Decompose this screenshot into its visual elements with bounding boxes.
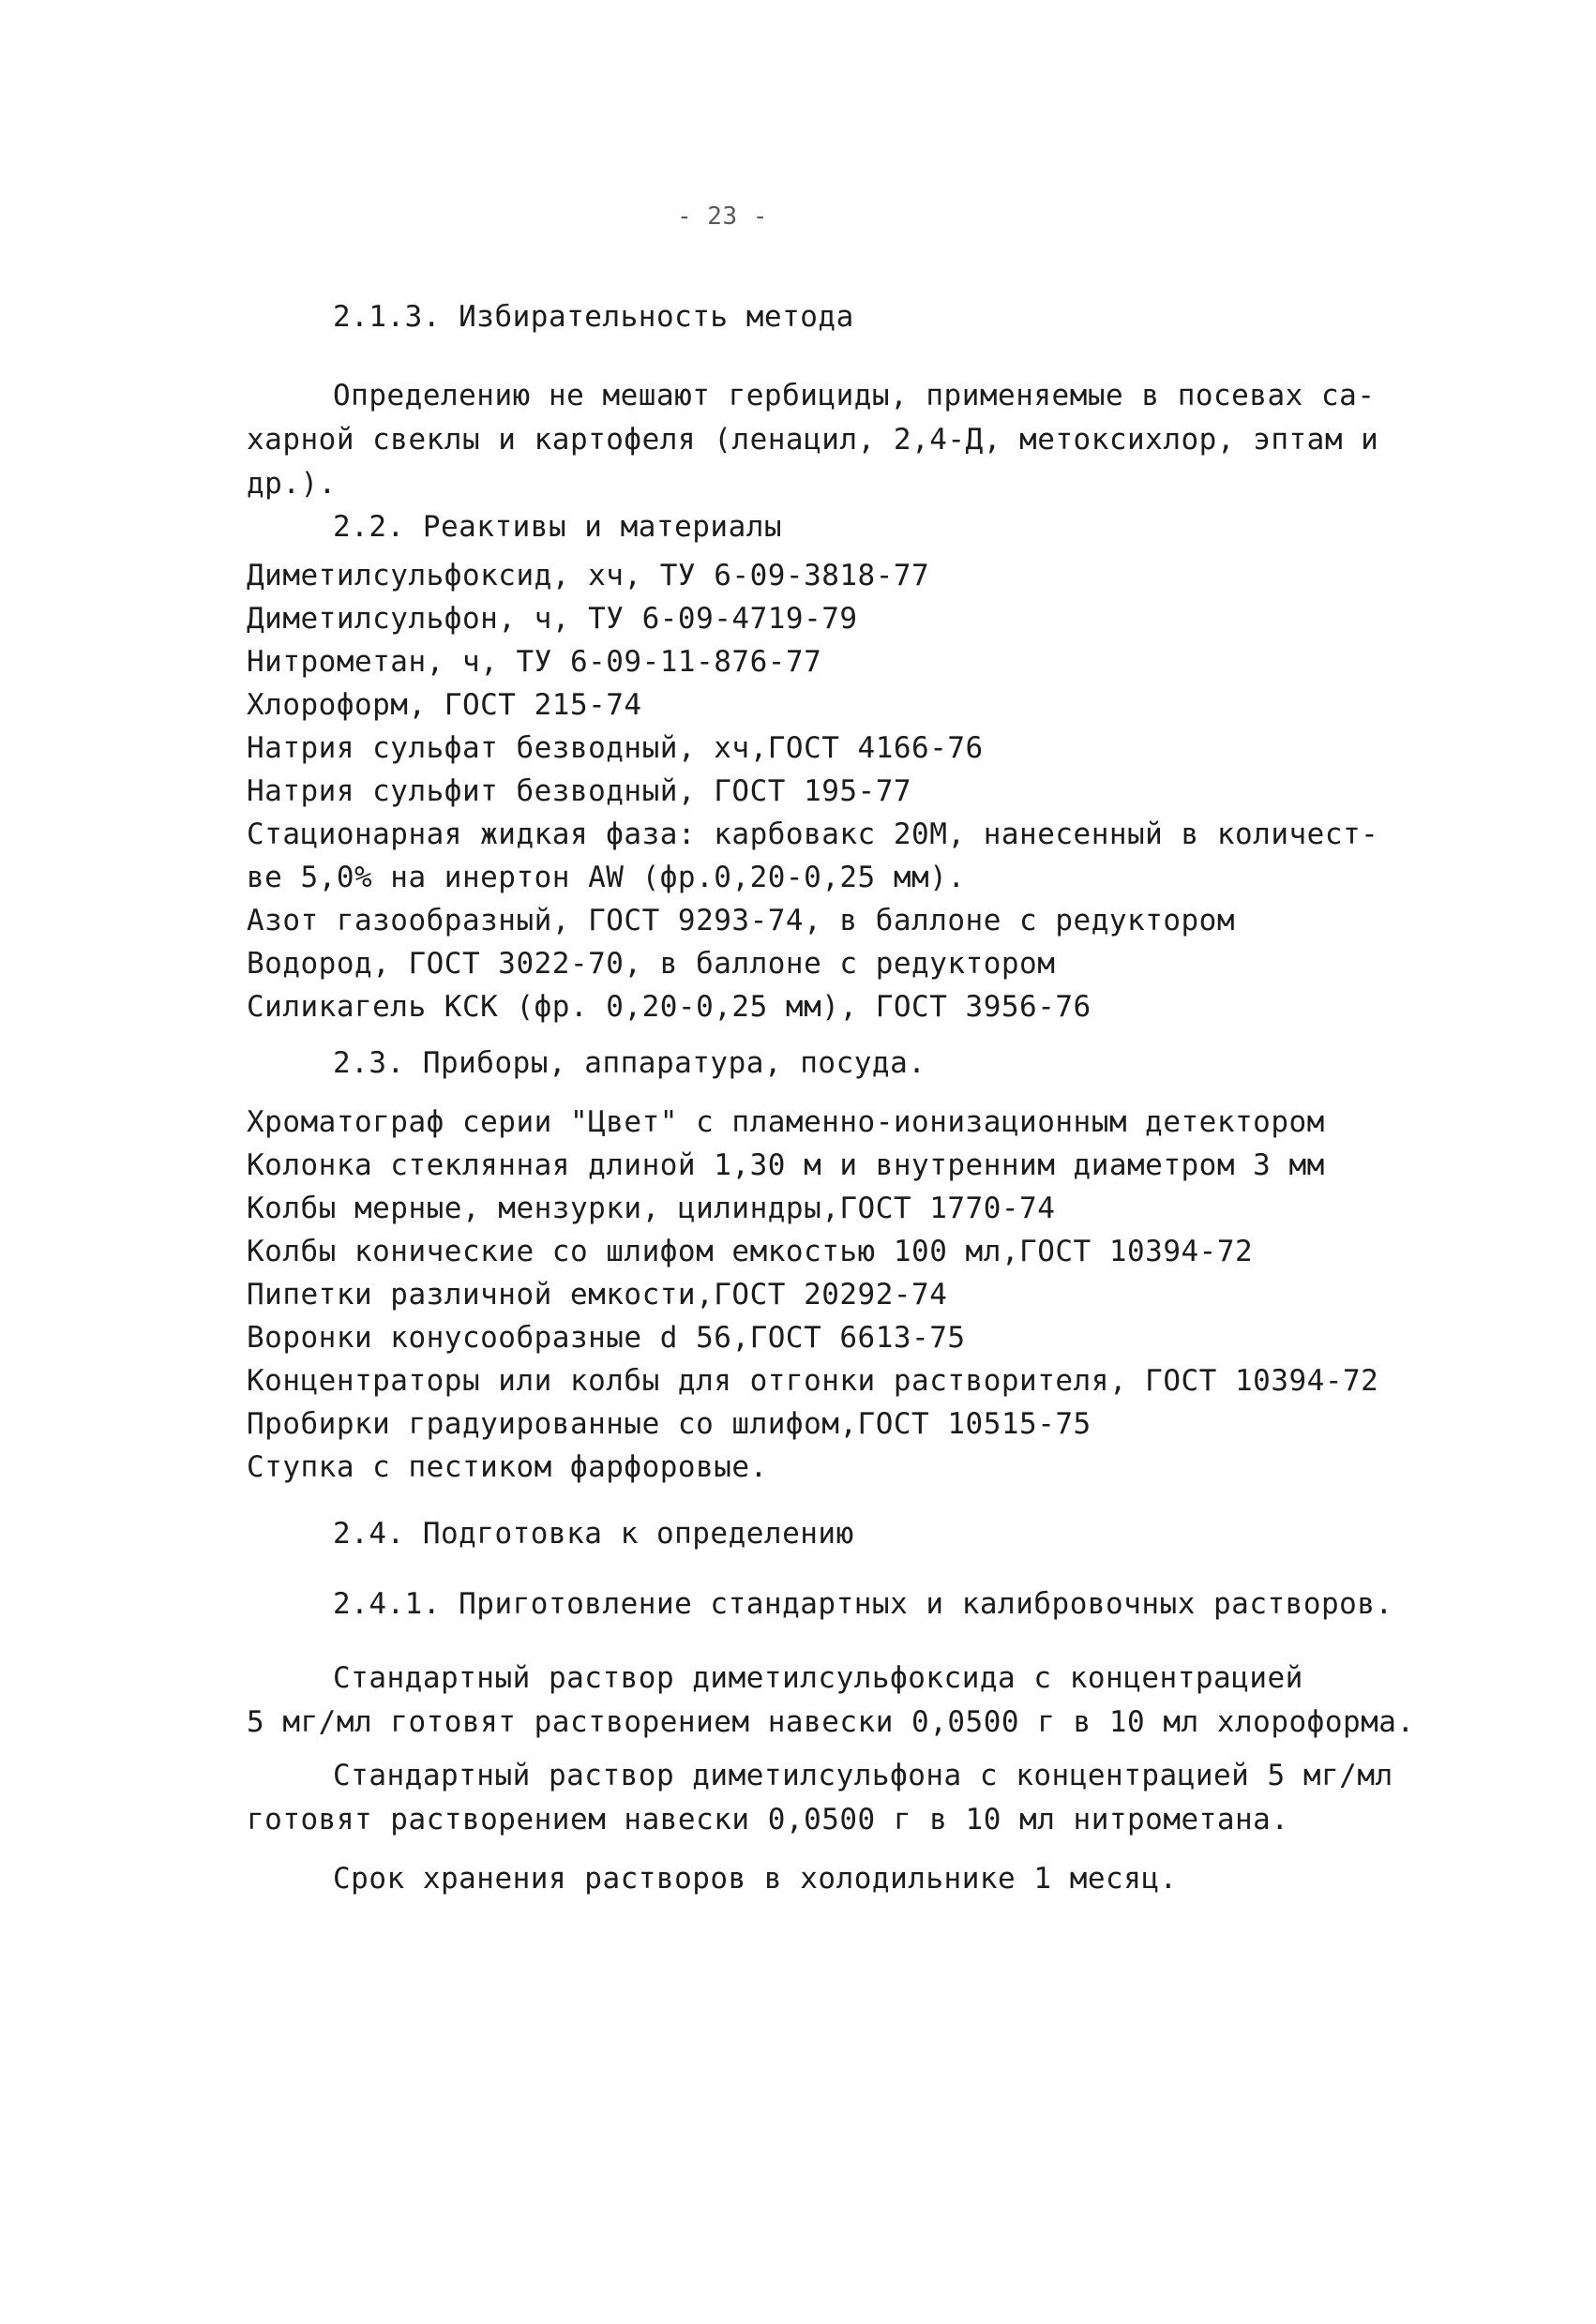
list-item: Хлороформ, ГОСТ 215-74 [247,688,642,722]
list-item: Концентраторы или колбы для отгонки растворителя, ГОСТ 10394-72 [247,1364,1379,1398]
list-item: Диметилсульфон, ч, ТУ 6-09-4719-79 [247,602,858,636]
section-heading-2-4: 2.4. Подготовка к определению [333,1517,854,1551]
list-item: Нитрометан, ч, ТУ 6-09-11-876-77 [247,645,822,679]
list-item: Колбы конические со шлифом емкостью 100 мл,ГОСТ 10394-72 [247,1235,1254,1268]
list-item: Диметилсульфоксид, хч, ТУ 6-09-3818-77 [247,559,930,592]
list-item: Азот газообразный, ГОСТ 9293-74, в баллоне с редуктором [247,904,1235,937]
section-heading-2-1-3: 2.1.3. Избирательность метода [333,300,854,334]
paragraph-line: Стандартный раствор диметилсульфона с концентрацией 5 мг/мл [333,1759,1393,1792]
list-item: Пипетки различной емкости,ГОСТ 20292-74 [247,1278,948,1312]
list-item: Стационарная жидкая фаза: карбовакс 20М, нанесенный в количест- [247,817,1379,851]
list-item: Колонка стеклянная длиной 1,30 м и внутренним диаметром 3 мм [247,1148,1325,1182]
paragraph-line: Стандартный раствор диметилсульфоксида с концентрацией [333,1661,1303,1695]
list-item: Водород, ГОСТ 3022-70, в баллоне с редуктором [247,947,1056,981]
paragraph-line: Срок хранения растворов в холодильнике 1 месяц. [333,1862,1178,1896]
list-item: Хроматограф серии "Цвет" с пламенно-ионизационным детектором [247,1105,1325,1139]
list-item: Натрия сульфат безводный, хч,ГОСТ 4166-76 [247,731,984,765]
list-item: Колбы мерные, мензурки, цилиндры,ГОСТ 1770-74 [247,1192,1056,1225]
paragraph-line: др.). [247,467,337,501]
section-heading-2-2: 2.2. Реактивы и материалы [333,510,783,544]
paragraph-line: Определению не мешают гербициды, применяемые в посевах са- [333,379,1376,412]
list-item: Пробирки градуированные со шлифом,ГОСТ 10515-75 [247,1407,1092,1441]
section-heading-2-4-1: 2.4.1. Приготовление стандартных и калибровочных растворов. [333,1587,1393,1621]
paragraph-line: 5 мг/мл готовят растворением навески 0,0500 г в 10 мл хлороформа. [247,1705,1415,1739]
paragraph-line: готовят растворением навески 0,0500 г в 10 мл нитрометана. [247,1803,1289,1837]
paragraph-line: харной свеклы и картофеля (ленацил, 2,4-Д, метоксихлор, эптам и [247,423,1379,457]
list-item: ве 5,0% на инертон AW (фр.0,20-0,25 мм). [247,861,966,894]
list-item: Воронки конусообразные d 56,ГОСТ 6613-75 [247,1321,966,1355]
section-heading-2-3: 2.3. Приборы, аппаратура, посуда. [333,1046,926,1080]
list-item: Ступка с пестиком фарфоровые. [247,1450,768,1484]
list-item: Натрия сульфит безводный, ГОСТ 195-77 [247,774,912,808]
page-number: - 23 - [677,202,768,231]
list-item: Силикагель КСК (фр. 0,20-0,25 мм), ГОСТ 3956-76 [247,990,1092,1024]
